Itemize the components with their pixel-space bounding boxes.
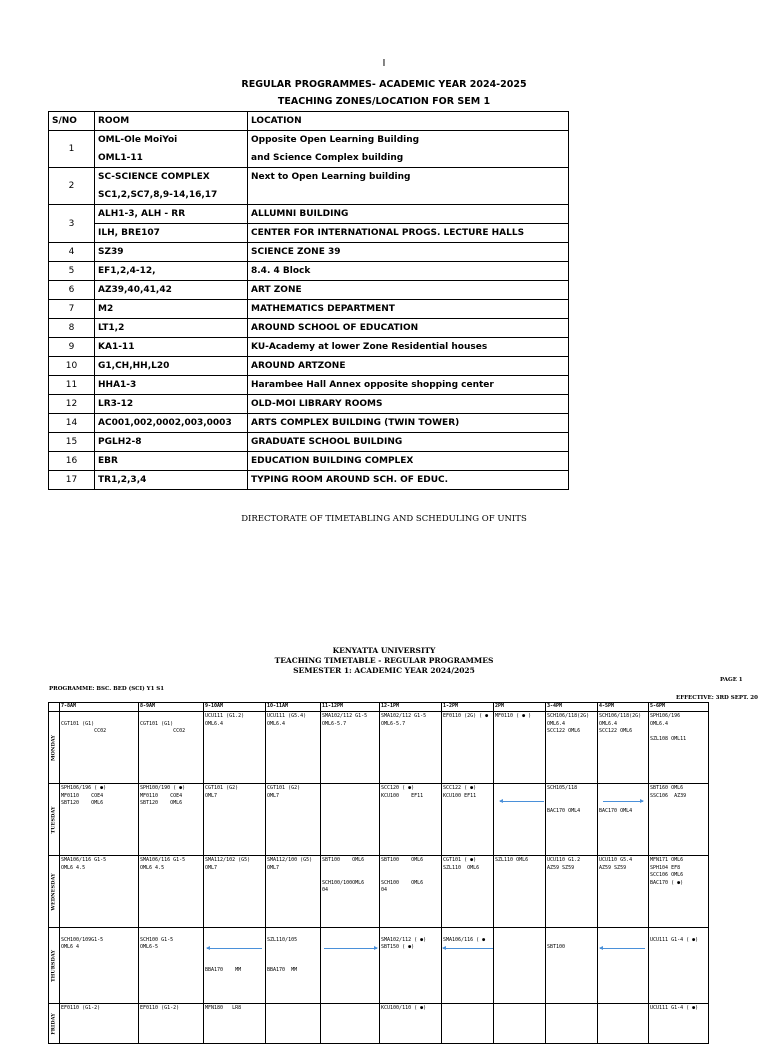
unit-entry: MF0110 ( ● )	[495, 713, 532, 719]
table-row	[49, 300, 569, 319]
unit-entry: SPH106/196 OML6.4 SZL108 OML11	[650, 713, 687, 742]
effective-date: EFFECTIVE: 3RD SEPT. 20	[676, 695, 758, 701]
table-row	[49, 168, 569, 205]
room-cell	[95, 205, 248, 243]
unit-entry: SBT160 OML6 SSC106 AZ39	[650, 785, 687, 799]
unit-entry: CGT101 (G2) OML7	[205, 785, 239, 799]
location-line: Opposite Open Learning Building	[251, 135, 420, 145]
timetable-cell	[204, 784, 266, 856]
day-label: FRIDAY	[50, 1012, 57, 1035]
timetable-cell	[204, 928, 266, 1004]
timetable-cell	[380, 928, 442, 1004]
directorate-heading: DIRECTORATE OF TIMETABLING AND SCHEDULING OF UNITS	[241, 514, 527, 524]
row-number: 9	[49, 338, 95, 357]
day-row	[49, 712, 709, 784]
unit-entry: CGT101 ( ●) SZL110 OML6	[443, 857, 480, 871]
column-header-room: ROOM	[95, 112, 248, 131]
row-number: 16	[49, 452, 95, 471]
university-name: KENYATTA UNIVERSITY	[332, 646, 436, 655]
location-cell	[248, 205, 569, 243]
unit-entry: SCC122 ( ●) KCU100 EF11	[443, 785, 477, 799]
location-cell	[248, 131, 569, 168]
unit-entry: SPH106/196 ( ●) MF0110 COE4 SBT120 OML6	[61, 785, 107, 806]
room-cell: LR3-12	[95, 395, 248, 414]
unit-entry: UCU111 G1-4 ( ●)	[650, 936, 699, 943]
unit-entry: KCU100/110 ( ●)	[381, 1005, 427, 1011]
timetable-cell	[546, 784, 598, 856]
day-label: TUESDAY	[50, 805, 57, 834]
timetable-cell	[139, 928, 204, 1004]
room-cell: EBR	[95, 452, 248, 471]
location-cell: TYPING ROOM AROUND SCH. OF EDUC.	[248, 471, 569, 490]
unit-entry: SBT100	[547, 944, 566, 950]
room-cell: LT1,2	[95, 319, 248, 338]
location-cell: AROUND SCHOOL OF EDUCATION	[248, 319, 569, 338]
unit-entry: SCH100/109G1-5 OML6 4	[61, 936, 104, 950]
unit-entry: EF0110 (G1-2)	[140, 1005, 180, 1011]
table-row	[49, 262, 569, 281]
table-row	[49, 395, 569, 414]
row-number: 5	[49, 262, 95, 281]
timetable-cell	[442, 856, 494, 928]
timetable-cell	[380, 712, 442, 784]
room-cell: PGLH2-8	[95, 433, 248, 452]
location-line	[248, 186, 568, 204]
page-number: PAGE 1	[720, 677, 743, 683]
room-line: OML-Ole MoiYoi	[98, 135, 178, 145]
location-cell: Harambee Hall Annex opposite shopping center	[248, 376, 569, 395]
unit-entry: SCH106/118(2G) OML6.4 SCC122 OML6	[599, 713, 642, 734]
row-number: 10	[49, 357, 95, 376]
document-subtitle: TEACHING ZONES/LOCATION FOR SEM 1	[277, 96, 491, 107]
unit-entry: SBT100 OML6 SCH100 OML6 04	[381, 857, 424, 893]
timetable-cell	[649, 928, 709, 1004]
unit-entry: SCH100 G1-5 OML6-5	[140, 936, 174, 950]
location-cell: ART ZONE	[248, 281, 569, 300]
timetable-cell	[204, 856, 266, 928]
unit-entry: SMA102/112 ( ●) SBT150 ( ●)	[381, 936, 427, 950]
timetable-cell	[598, 784, 649, 856]
arrow-left-icon	[207, 948, 262, 949]
timetable-cell	[266, 856, 321, 928]
timetable-cell	[266, 784, 321, 856]
room-cell: AC001,002,0002,003,0003	[95, 414, 248, 433]
time-slot-header: 9-10AM	[204, 703, 266, 712]
room-cell: HHA1-3	[95, 376, 248, 395]
day-label-cell	[49, 928, 60, 1004]
timetable-cell	[598, 928, 649, 1004]
room-cell: G1,CH,HH,L20	[95, 357, 248, 376]
unit-entry: EF0110 (2G) ( ●	[443, 713, 489, 719]
unit-entry: UCU110 G1.2 AZ59 SZ59	[547, 857, 581, 871]
unit-entry: SCC120 ( ●) KCU100 EF11	[381, 785, 424, 799]
unit-entry: SBT100 OML6 SCH100/100OML6 04	[322, 857, 365, 893]
location-cell: EDUCATION BUILDING COMPLEX	[248, 452, 569, 471]
table-row	[49, 281, 569, 300]
row-number: 6	[49, 281, 95, 300]
location-line: Next to Open Learning building	[251, 172, 411, 182]
arrow-left-icon	[600, 948, 645, 949]
day-row	[49, 784, 709, 856]
time-slot-header: 5-6PM	[649, 703, 709, 712]
table-row	[49, 319, 569, 338]
timetable-cell	[546, 856, 598, 928]
unit-entry: BBA170 MM	[205, 966, 242, 973]
row-number: 17	[49, 471, 95, 490]
timetable-cell	[380, 856, 442, 928]
document-title: REGULAR PROGRAMMES- ACADEMIC YEAR 2024-2025	[241, 79, 527, 90]
timetable-cell	[494, 856, 546, 928]
row-number: 15	[49, 433, 95, 452]
location-cell: ARTS COMPLEX BUILDING (TWIN TOWER)	[248, 414, 569, 433]
room-line: ILH, BRE107	[95, 223, 247, 242]
unit-entry: SMA112/102 (G5) OML7	[205, 857, 251, 871]
table-row	[49, 357, 569, 376]
day-label: THURSDAY	[50, 949, 57, 982]
unit-entry: SMA102/112 G1-5 OML6-5.7	[322, 713, 368, 727]
timetable-cell	[598, 856, 649, 928]
time-slot-header: 2PM	[494, 703, 546, 712]
time-slot-header: 4-5PM	[598, 703, 649, 712]
timetable-cell	[546, 928, 598, 1004]
unit-entry: EF0110 (G1-2)	[61, 1005, 101, 1011]
timetable-cell	[380, 784, 442, 856]
unit-entry: SZL110 OML6	[495, 857, 529, 863]
column-header-location: LOCATION	[248, 112, 569, 131]
timetable-cell	[204, 712, 266, 784]
row-number: 1	[49, 131, 95, 168]
timetable-cell	[60, 712, 139, 784]
row-number: 2	[49, 168, 95, 205]
unit-entry: CGT101 (G2) OML7	[267, 785, 301, 799]
unit-entry: UCU110 G5.4 AZ59 SZ59	[599, 857, 633, 871]
day-label: MONDAY	[50, 734, 57, 761]
table-row	[49, 433, 569, 452]
unit-entry: MFN180 LR8	[205, 1005, 242, 1011]
timetable-cell	[649, 856, 709, 928]
timetable-cell	[321, 928, 380, 1004]
room-cell: EF1,2,4-12,	[95, 262, 248, 281]
time-slot-header-row	[49, 703, 709, 712]
location-cell: KU-Academy at lower Zone Residential houses	[248, 338, 569, 357]
timetable-cell	[266, 712, 321, 784]
room-cell: SZ39	[95, 243, 248, 262]
time-slot-header: 8-9AM	[139, 703, 204, 712]
time-slot-header: 1-2PM	[442, 703, 494, 712]
corner-cell	[49, 703, 60, 712]
unit-entry: BAC170 OML4	[599, 807, 633, 814]
time-slot-header: 7-8AM	[60, 703, 139, 712]
table-header-row	[49, 112, 569, 131]
table-row	[49, 376, 569, 395]
unit-entry: SCH106/118(2G) OML6.4 SCC122 OML6	[547, 713, 590, 734]
unit-entry: CGT101 (G1) CC02	[61, 720, 107, 734]
location-line: CENTER FOR INTERNATIONAL PROGS. LECTURE HALLS	[248, 223, 568, 242]
timetable-cell	[598, 712, 649, 784]
timetable-cell	[139, 712, 204, 784]
row-number: 12	[49, 395, 95, 414]
time-slot-header: 12-1PM	[380, 703, 442, 712]
time-slot-header: 10-11AM	[266, 703, 321, 712]
location-cell: GRADUATE SCHOOL BUILDING	[248, 433, 569, 452]
arrow-left-icon	[443, 948, 493, 949]
row-number: 14	[49, 414, 95, 433]
unit-entry: SMA106/116 G1-5 OML6 4.5	[140, 857, 186, 871]
day-label-cell	[49, 784, 60, 856]
unit-entry: SPH100/190 ( ●) MF0110 COE4 SBT120 OML6	[140, 785, 186, 806]
room-cell: KA1-11	[95, 338, 248, 357]
timetable-cell	[60, 784, 139, 856]
unit-entry: MFN171 OML6 SPH104 EF8 SCC106 OML6 BAC170 ( ●)	[650, 857, 684, 886]
location-line: and Science Complex building	[251, 153, 404, 163]
room-line: SC-SCIENCE COMPLEX	[98, 172, 210, 182]
programme-label: PROGRAMME: BSC. BED (SCI) Y1 S1	[49, 686, 165, 692]
day-row	[49, 856, 709, 928]
timetable-cell	[442, 928, 494, 1004]
unit-entry: SMA102/112 G1-5 OML6-5.7	[381, 713, 427, 727]
unit-entry: CGT101 (G1) CC02	[140, 720, 186, 734]
semester-label: SEMESTER 1: ACADEMIC YEAR 2024/2025	[293, 666, 475, 675]
day-label: WEDNESDAY	[50, 872, 57, 911]
unit-entry: SMA112/100 (G5) OML7	[267, 857, 313, 871]
timetable-cell	[442, 784, 494, 856]
timetable-cell	[321, 856, 380, 928]
table-row	[49, 338, 569, 357]
location-cell: 8.4. 4 Block	[248, 262, 569, 281]
page-mark: I	[382, 58, 386, 69]
timetable-cell	[139, 856, 204, 928]
table-row	[49, 131, 569, 168]
unit-entry: SMA106/116 G1-5 OML6 4.5	[61, 857, 107, 871]
timetable-cell	[546, 712, 598, 784]
timetable-cell	[60, 928, 139, 1004]
room-line: OML1-11	[98, 153, 143, 163]
row-number: 3	[49, 205, 95, 243]
timetable-cell	[649, 712, 709, 784]
row-number: 4	[49, 243, 95, 262]
time-slot-header: 3-4PM	[546, 703, 598, 712]
location-cell: AROUND ARTZONE	[248, 357, 569, 376]
table-row	[49, 205, 569, 243]
table-row	[49, 414, 569, 433]
row-number: 7	[49, 300, 95, 319]
table-row	[49, 243, 569, 262]
timetable-cell	[321, 712, 380, 784]
timetable-cell	[442, 712, 494, 784]
room-line: ALH1-3, ALH - RR	[98, 209, 186, 219]
timetable-cell	[321, 784, 380, 856]
day-label-cell	[49, 712, 60, 784]
unit-entry: SCH105/118 BAC170 OML4	[547, 785, 581, 814]
room-cell: AZ39,40,41,42	[95, 281, 248, 300]
location-cell: MATHEMATICS DEPARTMENT	[248, 300, 569, 319]
timetable-cell	[494, 712, 546, 784]
location-cell: OLD-MOI LIBRARY ROOMS	[248, 395, 569, 414]
arrow-right-icon	[603, 801, 643, 802]
column-header-sno: S/NO	[49, 112, 95, 131]
room-cell	[95, 131, 248, 168]
timetable-title: TEACHING TIMETABLE - REGULAR PROGRAMMES	[274, 656, 494, 665]
arrow-right-icon	[324, 948, 377, 949]
timetable-cell	[494, 928, 546, 1004]
room-cell: M2	[95, 300, 248, 319]
timetable-cell	[494, 784, 546, 856]
timetable-cell	[649, 784, 709, 856]
arrow-left-icon	[500, 801, 544, 802]
teaching-zones-table	[48, 111, 569, 490]
unit-entry: SMA106/116 ( ●	[443, 936, 486, 943]
location-cell	[248, 168, 569, 205]
time-slot-header: 11-12PM	[321, 703, 380, 712]
location-cell: SCIENCE ZONE 39	[248, 243, 569, 262]
day-row	[49, 928, 709, 1004]
location-line: ALLUMNI BUILDING	[251, 209, 349, 219]
table-row	[49, 452, 569, 471]
teaching-timetable	[48, 702, 709, 1044]
room-line: SC1,2,SC7,8,9-14,16,17	[98, 190, 218, 200]
room-cell	[95, 168, 248, 205]
day-label-cell	[49, 856, 60, 928]
timetable-cell	[266, 928, 321, 1004]
unit-entry: UCU111 (G5.4) OML6.4	[267, 713, 307, 727]
table-row	[49, 471, 569, 490]
row-number: 8	[49, 319, 95, 338]
timetable-cell	[60, 856, 139, 928]
unit-entry: UCU111 (G1.2) OML6.4	[205, 713, 245, 727]
row-number: 11	[49, 376, 95, 395]
unit-entry: SZL110/105 BBA170 MM	[267, 936, 298, 973]
room-cell: TR1,2,3,4	[95, 471, 248, 490]
unit-entry: UCU111 G1-4 ( ●)	[650, 1005, 699, 1011]
timetable-cell	[139, 784, 204, 856]
